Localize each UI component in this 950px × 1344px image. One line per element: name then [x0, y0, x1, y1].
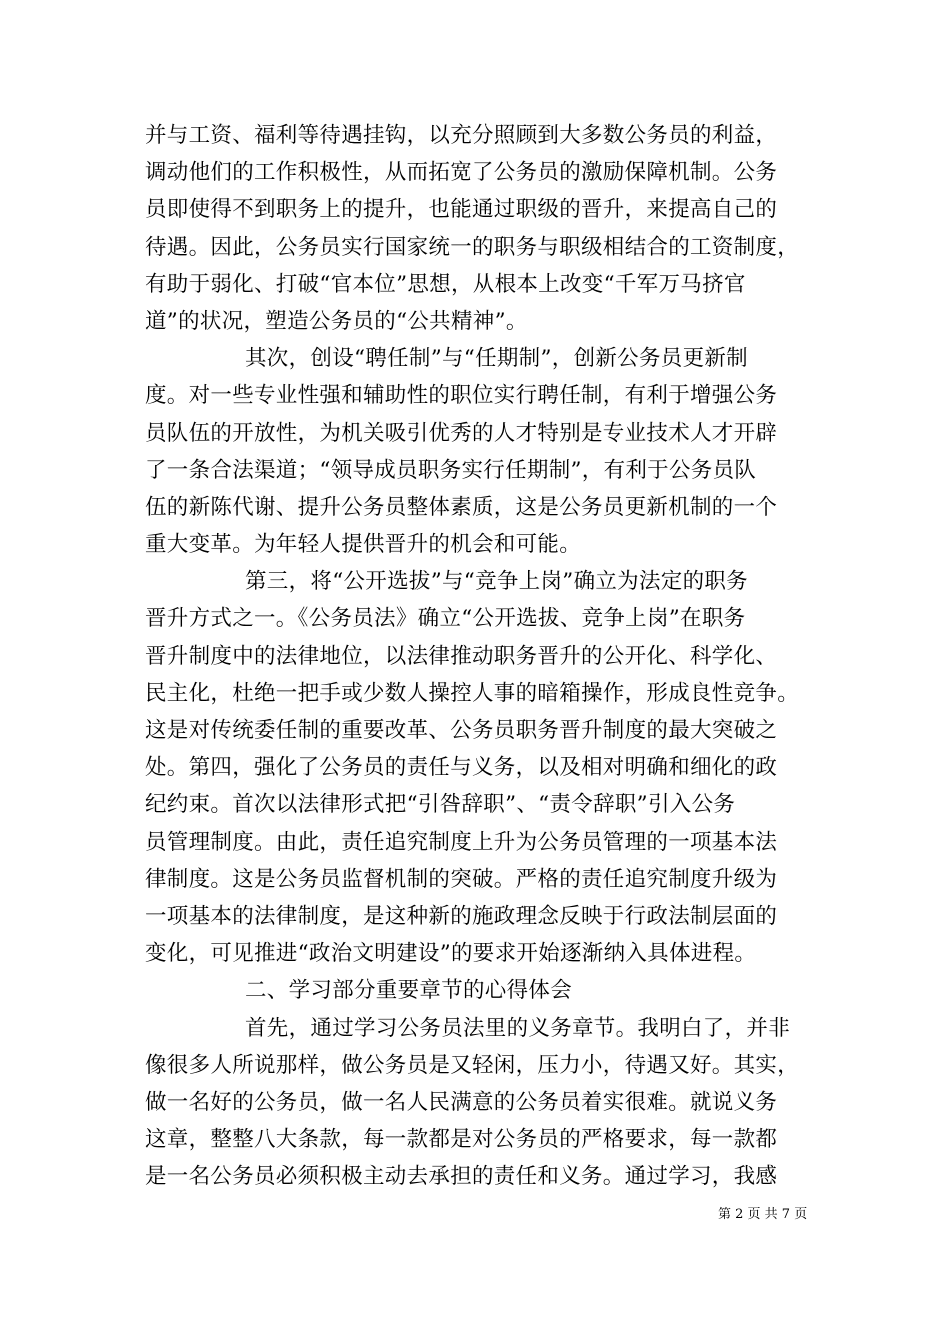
text-line: 这章，整整八大条款，每一款都是对公务员的严格要求，每一款都 — [145, 1127, 778, 1153]
text-line: 有助于弱化、打破“官本位”思想，从根本上改变“千军万马挤官 — [145, 271, 746, 297]
text-line: 二、学习部分重要章节的心得体会 — [245, 978, 573, 1004]
text-line: 做一名好的公务员，做一名人民满意的公务员着实很难。就说义务 — [145, 1089, 778, 1115]
text-line: 员即使得不到职务上的提升，也能通过职级的晋升，来提高自己的 — [145, 197, 778, 223]
text-line: 并与工资、福利等待遇挂钩，以充分照顾到大多数公务员的利益， — [145, 123, 778, 148]
text-line: 员队伍的开放性，为机关吸引优秀的人才特别是专业技术人才开辟 — [145, 420, 778, 446]
text-line: 伍的新陈代谢、提升公务员整体素质，这是公务员更新机制的一个 — [145, 494, 778, 520]
text-line: 其次，创设“聘任制”与“任期制”，创新公务员更新制 — [245, 346, 748, 372]
page-number-footer: 第 2 页 共 7 页 — [718, 1207, 808, 1222]
text-line: 首先，通过学习公务员法里的义务章节。我明白了，并非 — [245, 1015, 791, 1041]
text-line: 第三，将“公开选拔”与“竞争上岗”确立为法定的职务 — [245, 569, 748, 595]
text-line: 度。对一些专业性强和辅助性的职位实行聘任制，有利于增强公务 — [145, 383, 778, 409]
text-line: 像很多人所说那样，做公务员是又轻闲，压力小，待遇又好。其实， — [145, 1052, 800, 1078]
text-line: 道”的状况，塑造公务员的“公共精神”。 — [145, 308, 528, 334]
text-line: 了一条合法渠道；“领导成员职务实行任期制”，有利于公务员队 — [145, 457, 757, 483]
text-line: 员管理制度。由此，责任追究制度上升为公务员管理的一项基本法 — [145, 829, 778, 855]
text-line: 变化，可见推进“政治文明建设”的要求开始逐渐纳入具体进程。 — [145, 941, 757, 967]
text-line: 晋升制度中的法律地位，以法律推动职务晋升的公开化、科学化、 — [145, 643, 778, 669]
text-line: 处。第四，强化了公务员的责任与义务，以及相对明确和细化的政 — [145, 755, 778, 781]
text-line: 待遇。因此，公务员实行国家统一的职务与职级相结合的工资制度， — [145, 234, 800, 260]
text-line: 重大变革。为年轻人提供晋升的机会和可能。 — [145, 532, 582, 558]
text-line: 纪约束。首次以法律形式把“引咎辞职”、“责令辞职”引入公务 — [145, 792, 736, 818]
text-line: 民主化，杜绝一把手或少数人操控人事的暗箱操作，形成良性竞争。 — [145, 680, 800, 706]
document-body — [145, 117, 810, 1195]
text-line: 晋升方式之一。《公务员法》确立“公开选拔、竞争上岗”在职务 — [145, 606, 746, 632]
text-line: 一项基本的法律制度，是这种新的施政理念反映于行政法制层面的 — [145, 903, 778, 929]
text-line: 律制度。这是公务员监督机制的突破。严格的责任追究制度升级为 — [145, 866, 778, 892]
text-line: 这是对传统委任制的重要改革、公务员职务晋升制度的最大突破之 — [145, 718, 778, 743]
text-line: 调动他们的工作积极性，从而拓宽了公务员的激励保障机制。公务 — [145, 160, 778, 186]
text-line: 是一名公务员必须积极主动去承担的责任和义务。通过学习，我感 — [145, 1164, 778, 1190]
